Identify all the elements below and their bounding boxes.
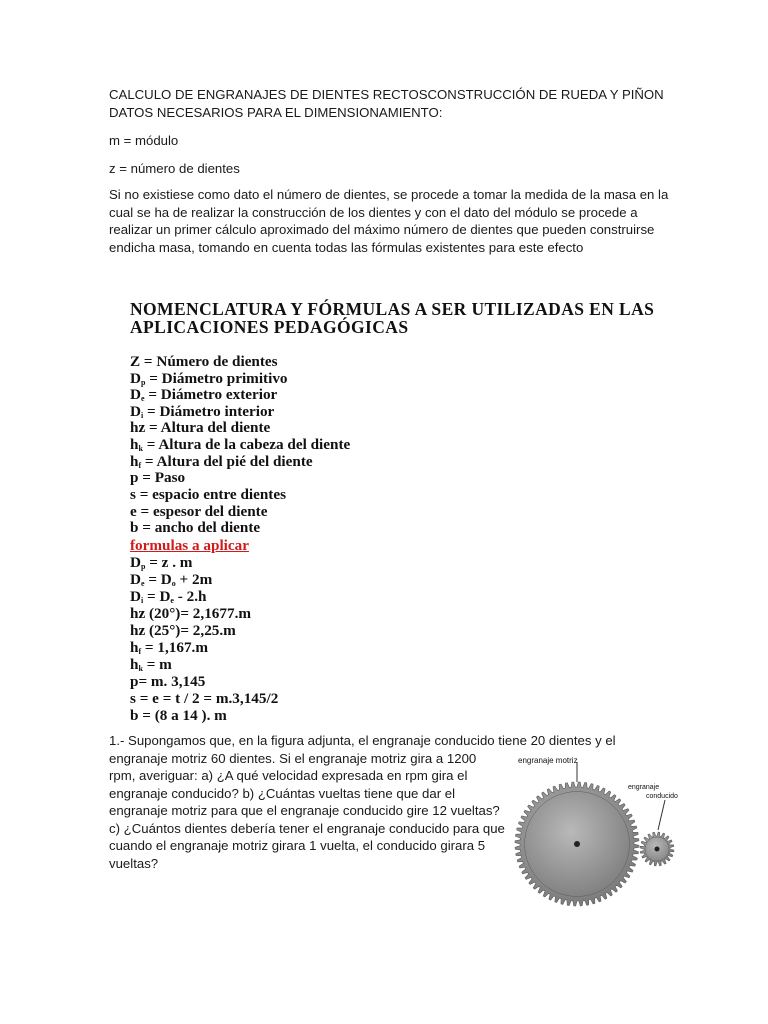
problem-line: vueltas? (109, 855, 159, 871)
problem-line: engranaje motriz 60 dientes. Si el engranaje motriz gira a 1200 (109, 750, 477, 766)
nomenclature-p: p = Paso (130, 469, 186, 486)
label-engranaje-conducido-2: conducido (646, 793, 678, 800)
problem-line: c) ¿Cuántos dientes debería tener el engranaje conducido para que (109, 820, 505, 836)
formula-box-title: NOMENCLATURA Y FÓRMULAS A SER UTILIZADAS EN LAS APLICACIONES PEDAGÓGICAS (130, 299, 655, 337)
formula-hk: $h_k = m$ (130, 656, 172, 673)
label-engranaje-conducido-1: engranaje (628, 784, 660, 791)
formula-hz-25: hz (25°)= 2,25.m (130, 622, 236, 639)
nomenclature-hf: $h_f$ = Altura del pié del diente (130, 453, 313, 470)
nomenclature-b: b = ancho del diente (130, 519, 261, 536)
nomenclature-di: $D_i$ = Diámetro interior (130, 403, 275, 420)
formula-di: $D_i = D_e - 2.h$ (130, 588, 207, 605)
formula-b: b = (8 a 14 ). m (130, 707, 227, 724)
nomenclature-hk: $h_k$ = Altura de la cabeza del diente (130, 436, 351, 453)
problem-line: engranaje motriz para que el engranaje conducido gire 12 vueltas? (109, 803, 500, 818)
nomenclature-de: $D_e$ = Diámetro exterior (130, 386, 278, 403)
nomenclature-s: s = espacio entre dientes (130, 486, 287, 503)
formula-p: p= m. 3,145 (130, 673, 206, 690)
intro-paragraph: Si no existiese como dato el número de dientes, se procede a tomar la medida de la masa en la cual se ha de realizar la construcción de los dientes y con el dato del módulo se procede a realizar un primer cálculo aproximado del máximo número de dientes que pueden construirse endicha masa, tomando en cuenta todas las fórmulas existentes para este efecto (109, 187, 669, 255)
definition-modulo: m = módulo (109, 133, 179, 148)
formula-s-e: s = e = t / 2 = m.3,145/2 (130, 690, 279, 707)
definition-dientes: z = número de dientes (109, 161, 240, 176)
driving-gear (515, 782, 639, 906)
problem-line: cuando el engranaje motriz girara 1 vuelta, el conducido girara 5 (109, 838, 486, 853)
gear-figure (510, 752, 710, 907)
formula-dp: $D_p = z$ . m (130, 554, 193, 571)
problem-line: rpm, averiguar: a) ¿A qué velocidad expresada en rpm gira el (109, 768, 468, 783)
problem-line: engranaje conducido? b) ¿Cuántas vueltas tiene que dar el (109, 785, 456, 801)
document-title: CALCULO DE ENGRANAJES DE DIENTES RECTOSCONSTRUCCIÓN DE RUEDA Y PIÑON DATOS NECESARIOS PARA EL DIMENSIONAMIENTO: (109, 87, 664, 120)
conducido-leader-line (658, 800, 665, 830)
formulas-heading: formulas a aplicar (130, 537, 249, 554)
problem-line: 1.- Supongamos que, en la figura adjunta, el engranaje conducido tiene 20 dientes y el (109, 733, 616, 748)
formula-hf: $h_f = 1,167.m$ (130, 639, 208, 656)
formula-de: $D_e = D_o + 2m$ (130, 571, 213, 588)
nomenclature-z: Z = Número de dientes (130, 353, 278, 370)
driven-gear (640, 832, 674, 866)
label-engranaje-motriz: engranaje motriz (518, 756, 578, 765)
nomenclature-e: e = espesor del diente (130, 503, 268, 520)
nomenclature-dp: $D_p$ = Diámetro primitivo (130, 370, 288, 387)
nomenclature-hz: hz = Altura del diente (130, 419, 271, 436)
formula-image (112, 292, 717, 724)
formula-hz-20: hz (20°)= 2,1677.m (130, 605, 252, 622)
